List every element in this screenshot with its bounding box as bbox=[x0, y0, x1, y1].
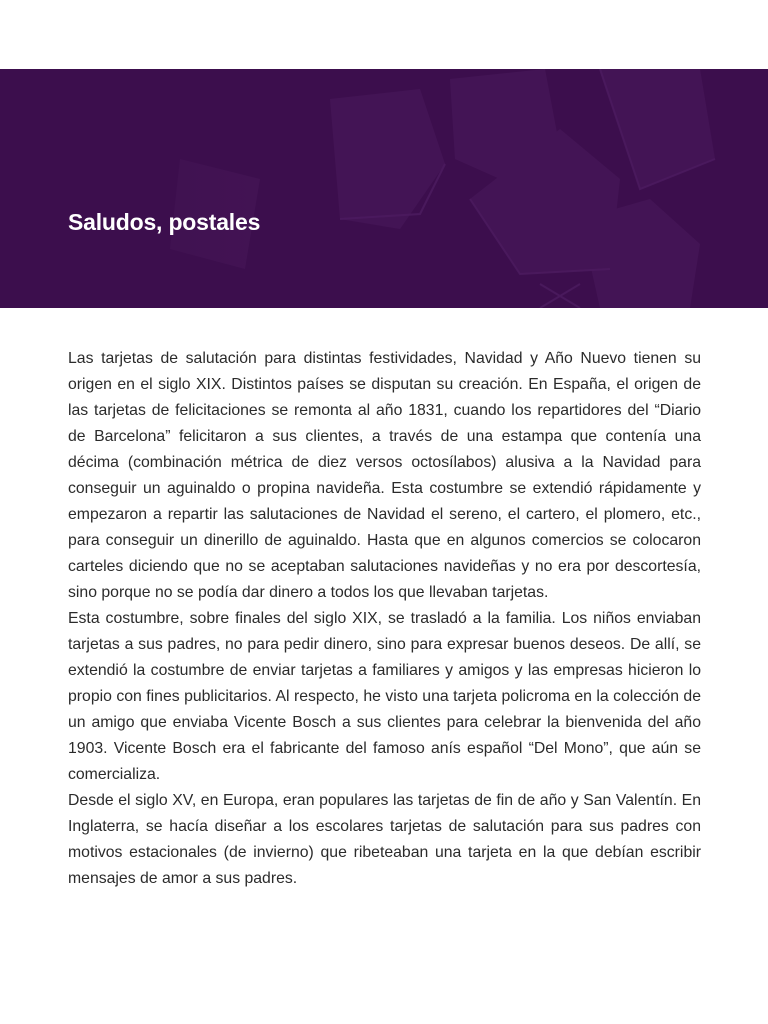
article-paragraph: Desde el siglo XV, en Europa, eran populares las tarjetas de fin de año y San Valentín. En Inglaterra, se hacía diseñar a los escolares tarjetas de salutación para sus padres con motivos estacionales (de invierno) que ribeteaban una tarjeta en la que debían escribir mensajes de amor a sus padres. bbox=[68, 792, 701, 887]
article-paragraph: Las tarjetas de salutación para distintas festividades, Navidad y Año Nuevo tienen su origen en el siglo XIX. Distintos países se disputan su creación. En España, el origen de las tarjetas de felicitaciones se remonta al año 1831, cuando los repartidores del “Diario de Barcelona” felicitaron a sus clientes, a través de una estampa que contenía una décima (combinación métrica de diez versos octosílabos) alusiva a la Navidad para conseguir un aguinaldo o propina navideña. Esta costumbre se extendió rápidamente y empezaron a repartir las salutaciones de Navidad el sereno, el cartero, el plomero, etc., para conseguir un dinerillo de aguinaldo. Hasta que en algunos comercios se colocaron carteles diciendo que no se aceptaban salutaciones navideñas y no era por descortesía, sino porque no se podía dar dinero a todos los que llevaban tarjetas. bbox=[68, 350, 701, 601]
article-body bbox=[68, 346, 701, 892]
banner-background-image bbox=[0, 69, 768, 308]
article-paragraph: Esta costumbre, sobre finales del siglo XIX, se trasladó a la familia. Los niños enviaban tarjetas a sus padres, no para pedir dinero, sino para expresar buenos deseos. De allí, se extendió la costumbre de enviar tarjetas a familiares y amigos y las empresas hicieron lo propio con fines publicitarios. Al respecto, he visto una tarjeta policroma en la colección de un amigo que enviaba Vicente Bosch a sus clientes para celebrar la bienvenida del año 1903. Vicente Bosch era el fabricante del famoso anís español “Del Mono”, que aún se comercializa. bbox=[68, 610, 701, 783]
header-banner bbox=[0, 69, 768, 308]
page-title: Saludos, postales bbox=[68, 209, 261, 235]
